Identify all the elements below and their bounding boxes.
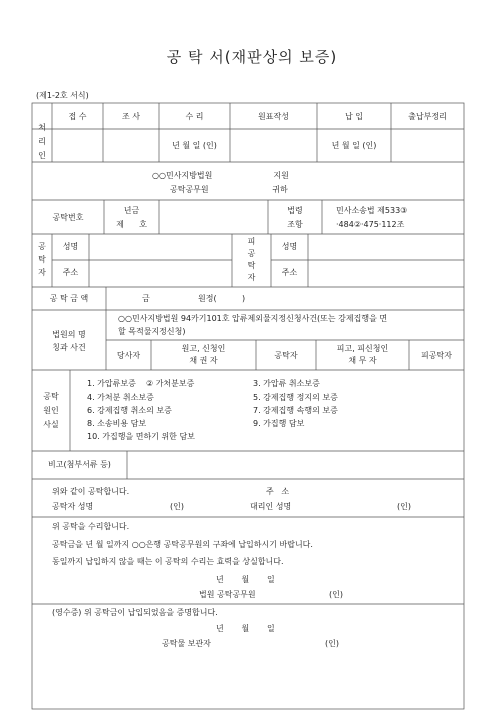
acceptance-date: 년 월 일 [216, 575, 275, 584]
acceptance-line-3: 동일까지 납입하지 않을 때는 이 공탁의 수리는 효력을 상실합니다. [52, 557, 284, 566]
depositor-label: 공 탁 자 [38, 242, 46, 277]
receipt-officer: 공탁물 보관자 [162, 639, 211, 648]
cause-item-5: 5. 강제집행 정지의 보증 [253, 393, 338, 402]
cause-item-7: 7. 강제집행 속행의 보증 [253, 406, 338, 415]
agent-name-label: 대리인 성명 [250, 502, 292, 511]
cause-item-4: 4. 가처분 취소보증 [87, 393, 154, 402]
case-number-label: 공탁번호 [52, 213, 84, 222]
acceptance-officer: 법원 공탁공무원 [199, 590, 256, 599]
addressee-officer: 공탁공무원 귀하 [170, 185, 288, 194]
form-number: (제1-2호 서식) [36, 91, 89, 100]
header-payment: 납 입 [345, 112, 363, 121]
header-inspection: 조 사 [122, 112, 140, 121]
beneficiary-label: 피 공 탁 자 [247, 237, 256, 282]
amount-value: 금 원정( ) [142, 294, 246, 303]
cause-item-1-2: 1. 가압류보증 ② 가처분보증 [87, 379, 195, 388]
acceptance-stamp: (인) [329, 590, 343, 599]
cause-item-3: 3. 가압류 취소보증 [253, 379, 320, 388]
date-payment: 년 월 일 (인) [331, 141, 377, 150]
law-value-1: 민사소송법 제533③ [336, 206, 408, 215]
acceptance-line-2: 공탁금을 년 월 일까지 ○○은행 공탁공무원의 구좌에 납입하시기 바랍니다. [52, 540, 313, 549]
header-ledger: 출납부정리 [408, 112, 447, 121]
cause-item-10: 10. 가집행을 면하기 위한 담보 [87, 432, 195, 441]
role-depositor: 공탁자 [274, 351, 298, 360]
depositor-name-label: 성명 [62, 242, 79, 251]
case-no-label: 제 호 [116, 220, 147, 229]
header-receipt: 접 수 [68, 112, 87, 121]
receipt-date: 년 월 일 [216, 624, 275, 633]
cause-label: 공탁 원인 사실 [43, 392, 59, 429]
header-acceptance: 수 리 [185, 112, 204, 121]
law-label-2: 조항 [287, 220, 303, 229]
case-year-label: 년금 [123, 206, 140, 215]
cause-item-8: 8. 소송비용 담보 [87, 419, 147, 428]
remarks-label: 비고(첨부서류 등) [48, 460, 111, 469]
receipt-stamp: (인) [325, 639, 339, 648]
court-case-label: 법원의 명 칭과 사건 [52, 330, 86, 352]
declaration-stamp-2: (인) [397, 502, 411, 511]
amount-label: 공 탁 금 액 [49, 294, 89, 303]
date-acceptance: 년 월 일 (인) [172, 141, 217, 150]
cause-item-6: 6. 강제집행 취소의 보증 [87, 406, 172, 415]
declaration-stamp-1: (인) [170, 502, 184, 511]
declaration-address-label: 주 소 [266, 487, 290, 496]
acceptance-line-1: 위 공탁을 수리합니다. [52, 522, 130, 531]
declaration-text: 위와 같이 공탁합니다. [52, 487, 130, 496]
beneficiary-name-label: 성명 [281, 242, 298, 251]
header-register: 원표작성 [258, 112, 289, 121]
addressee-court: ○○민사지방법원 지원 [152, 171, 289, 180]
receipt-line-1: (영수증) 위 공탁금이 납입되었음을 증명합니다. [52, 608, 218, 617]
court-case-line-1: ○○민사지방법원 94카기101호 압류제외물지정신청사건(또는 강제집행을 면 [118, 314, 388, 323]
processor-side-label: 처 리 인 [38, 123, 46, 160]
form-title: 공 탁 서(재판상의 보증) [166, 48, 338, 66]
role-defendant: 피고, 피신청인 채 무 자 [336, 344, 389, 365]
declaration-name-label: 공탁자 성명 [52, 502, 94, 511]
role-beneficiary: 피공탁자 [421, 351, 452, 360]
court-case-line-2: 할 목적물지정신청) [118, 327, 186, 336]
beneficiary-address-label: 주소 [281, 268, 298, 277]
law-label-1: 법령 [287, 206, 303, 215]
depositor-address-label: 주소 [62, 268, 79, 277]
role-plaintiff: 원고, 신청인 채 권 자 [181, 344, 226, 365]
cause-item-9: 9. 가집행 담보 [253, 419, 305, 428]
role-party: 당사자 [116, 351, 141, 360]
law-value-2: ·484②·475·112조 [336, 220, 405, 229]
